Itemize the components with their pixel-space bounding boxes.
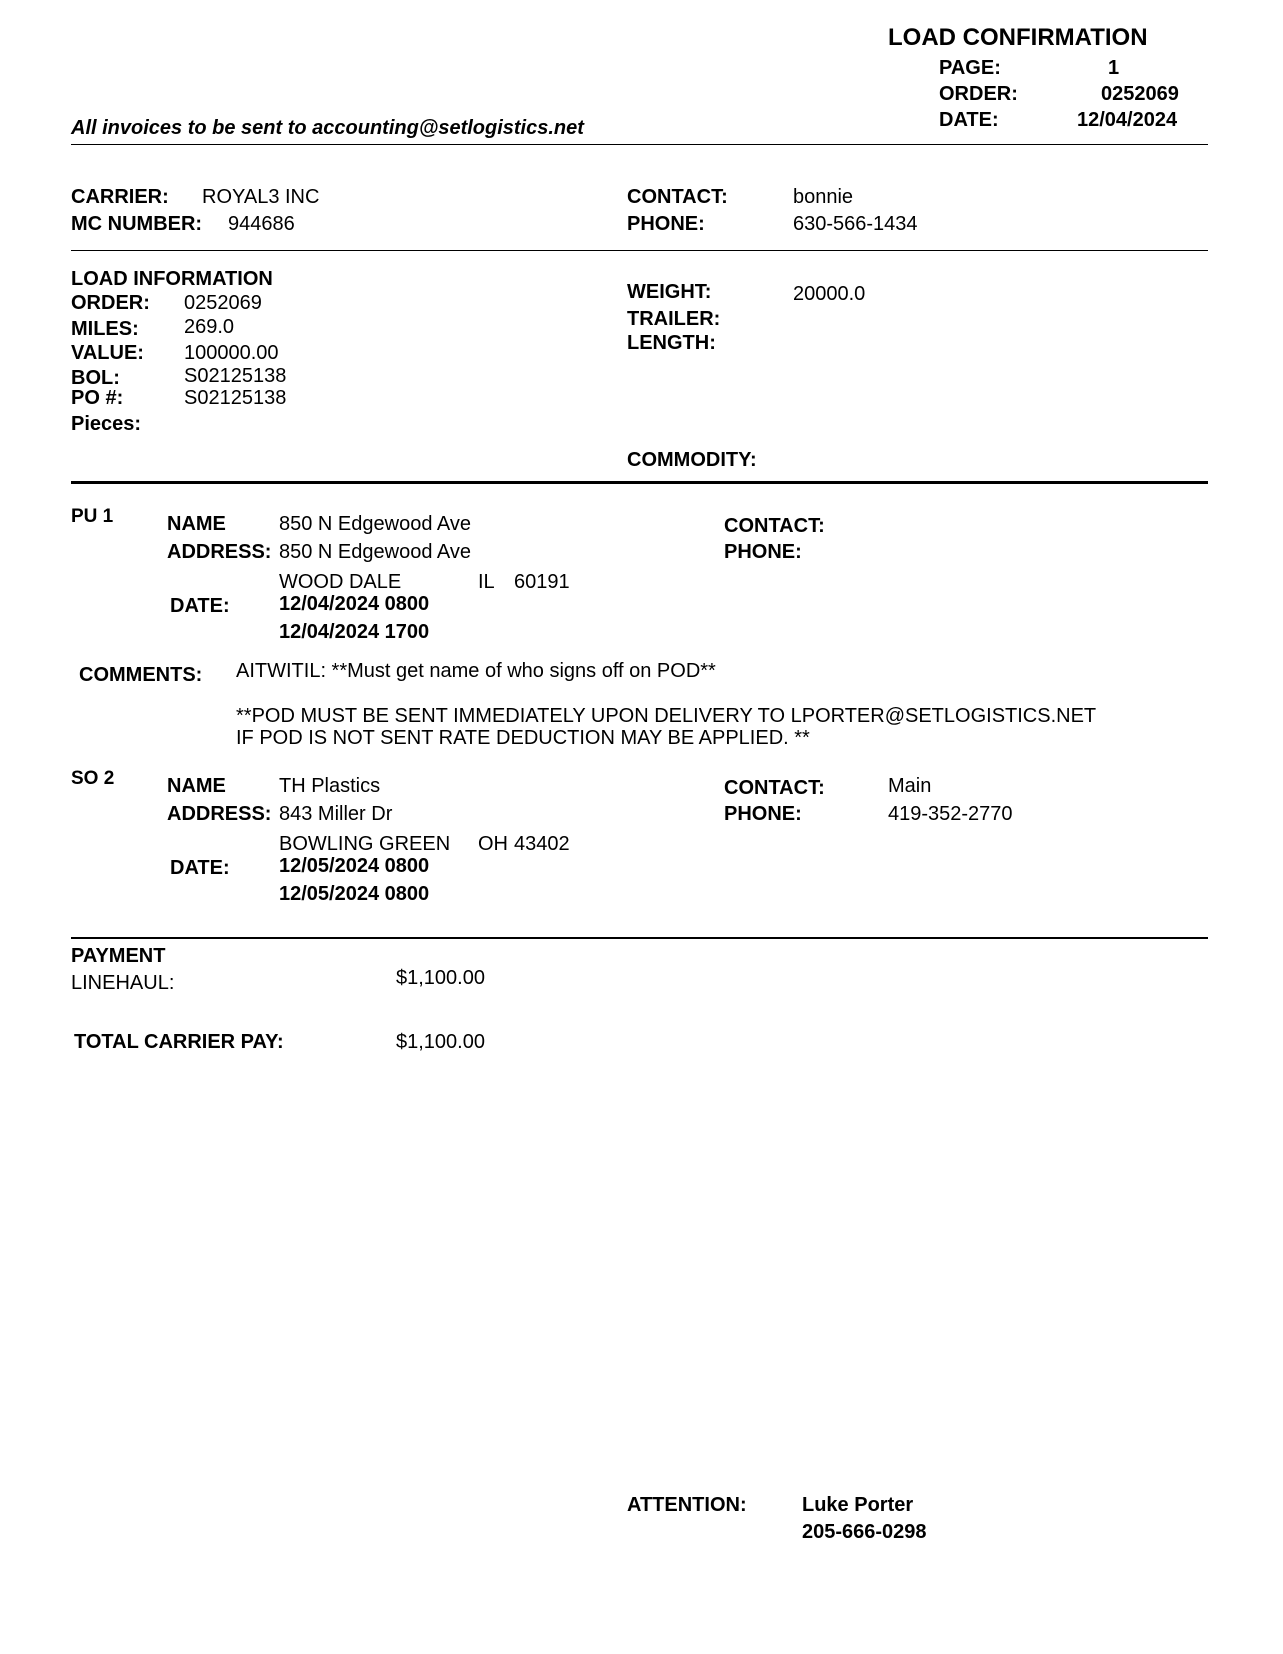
total-pay-value: $1,100.00 [396,1031,485,1053]
commodity-label: COMMODITY: [627,449,757,471]
attention-phone: 205-666-0298 [802,1521,927,1543]
weight-label: WEIGHT: [627,281,712,303]
divider [71,250,1208,251]
trailer-label: TRAILER: [627,308,721,330]
stop-address: 850 N Edgewood Ave [279,541,472,563]
carrier-phone-value: 630-566-1434 [793,213,918,235]
carrier-value: ROYAL3 INC [202,186,320,208]
mc-number-label: MC NUMBER: [71,213,203,235]
stop-city: WOOD DALE [279,571,402,593]
stop-code: SO 2 [71,768,115,789]
page-label: PAGE: [939,57,1001,79]
stop-date-label: DATE: [170,595,230,617]
load-info-heading: LOAD INFORMATION [71,268,273,290]
page-value: 1 [1108,57,1120,79]
stop-address-label: ADDRESS: [167,541,272,563]
stop-zip: 60191 [514,571,570,593]
header-date-value: 12/04/2024 [1077,109,1178,131]
po-value: S02125138 [184,387,287,409]
stop-date-to: 12/04/2024 1700 [279,621,430,643]
carrier-contact-value: bonnie [793,186,854,208]
carrier-label: CARRIER: [71,186,169,208]
attention-name: Luke Porter [802,1494,914,1516]
stop-state: OH [478,833,508,855]
stop-name-label: NAME [167,513,226,535]
stop-contact-label: CONTACT: [724,777,825,799]
divider [71,144,1208,145]
weight-value: 20000.0 [793,283,866,305]
comment-line: **POD MUST BE SENT IMMEDIATELY UPON DELIVERY TO LPORTER@SETLOGISTICS.NET [236,705,1097,727]
stop-code: PU 1 [71,506,114,527]
pieces-label: Pieces: [71,413,142,435]
stop-city: BOWLING GREEN [279,833,451,855]
stop-date-label: DATE: [170,857,230,879]
comments-label: COMMENTS: [79,664,203,686]
stop-contact-label: CONTACT: [724,515,825,537]
invoice-note: All invoices to be sent to accounting@setlogistics.net [71,117,584,139]
comment-line: AITWITIL: **Must get name of who signs off on POD** [236,660,716,682]
load-order-label: ORDER: [71,292,150,314]
divider [71,937,1208,939]
header-order-value: 0252069 [1101,83,1179,105]
stop-name: TH Plastics [279,775,381,797]
stop-zip: 43402 [514,833,570,855]
header-order-label: ORDER: [939,83,1018,105]
carrier-phone-label: PHONE: [627,213,705,235]
stop-state: IL [478,571,495,593]
stop-name-label: NAME [167,775,226,797]
bol-value: S02125138 [184,365,287,387]
payment-heading: PAYMENT [71,945,166,967]
stop-contact: Main [888,775,932,797]
po-label: PO #: [71,387,124,409]
load-order-value: 0252069 [184,292,262,314]
stop-address-label: ADDRESS: [167,803,272,825]
value-value: 100000.00 [184,342,279,364]
bol-label: BOL: [71,367,120,389]
stop-address: 843 Miller Dr [279,803,393,825]
stop-date-to: 12/05/2024 0800 [279,883,430,905]
attention-label: ATTENTION: [627,1494,747,1516]
carrier-contact-label: CONTACT: [627,186,728,208]
stop-phone: 419-352-2770 [888,803,1013,825]
stop-date-from: 12/04/2024 0800 [279,593,430,615]
header-date-label: DATE: [939,109,999,131]
stop-phone-label: PHONE: [724,803,802,825]
miles-label: MILES: [71,318,139,340]
linehaul-value: $1,100.00 [396,967,485,989]
miles-value: 269.0 [184,316,235,338]
total-pay-label: TOTAL CARRIER PAY: [74,1031,284,1053]
stop-phone-label: PHONE: [724,541,802,563]
length-label: LENGTH: [627,332,716,354]
linehaul-label: LINEHAUL: [71,972,175,994]
document-title: LOAD CONFIRMATION [888,24,1148,51]
value-label: VALUE: [71,342,144,364]
comment-line: IF POD IS NOT SENT RATE DEDUCTION MAY BE APPLIED. ** [236,727,810,749]
stop-date-from: 12/05/2024 0800 [279,855,430,877]
mc-number-value: 944686 [228,213,295,235]
divider-thick [71,481,1208,484]
stop-name: 850 N Edgewood Ave [279,513,472,535]
